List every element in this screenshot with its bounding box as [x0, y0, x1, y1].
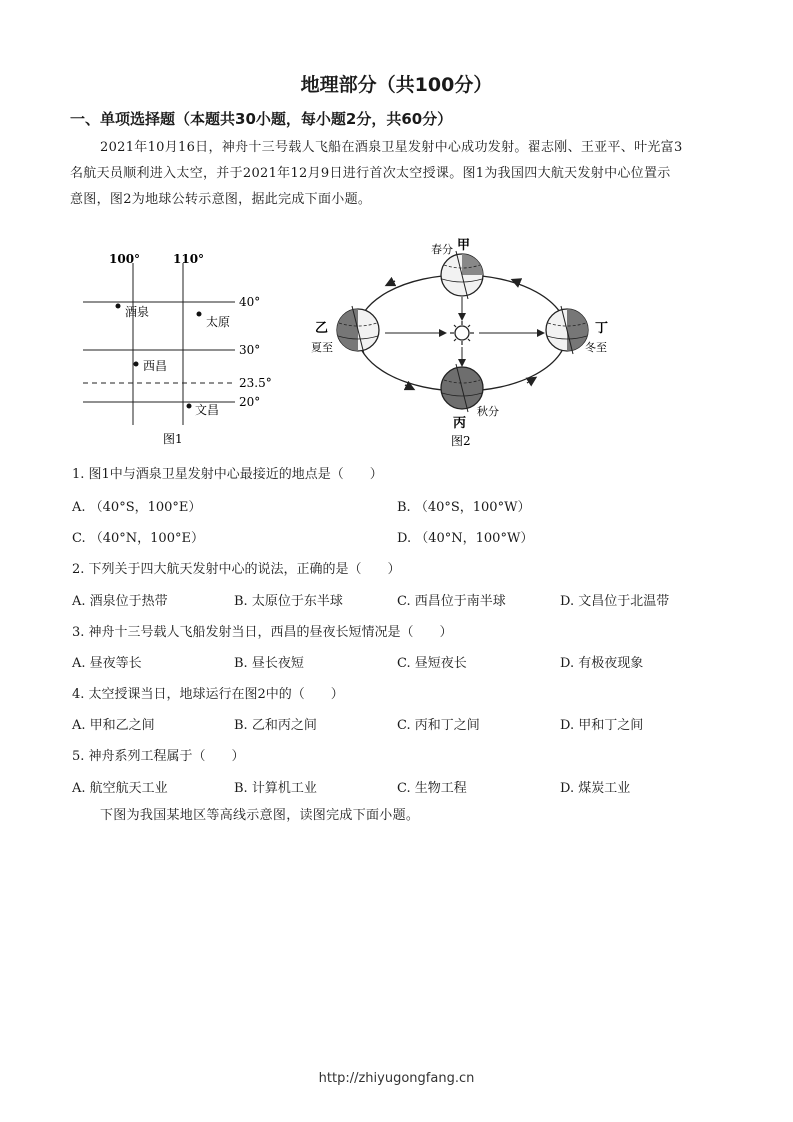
- q3-option-c[interactable]: C. 昼短夜长: [397, 656, 467, 671]
- q2-option-a[interactable]: A. 酒泉位于热带: [72, 594, 168, 609]
- jiuquan-dot: [116, 304, 121, 309]
- q4-option-c[interactable]: C. 丙和丁之间: [397, 718, 480, 733]
- taiyuan-dot: [197, 312, 202, 317]
- wenchang-dot: [187, 404, 192, 409]
- q4-option-d[interactable]: D. 甲和丁之间: [560, 718, 644, 733]
- q2-option-c[interactable]: C. 西昌位于南半球: [397, 594, 506, 609]
- q2-option-d[interactable]: D. 文昌位于北温带: [560, 594, 670, 609]
- question-1-stem: 1. 图1中与酒泉卫星发射中心最接近的地点是（ ）: [72, 467, 383, 482]
- lat-label-40: 40°: [239, 295, 261, 309]
- q1-option-d[interactable]: D. （40°N，100°W）: [397, 531, 534, 546]
- place-wenchang: 文昌: [195, 403, 220, 417]
- lat-label-30: 30°: [239, 343, 261, 357]
- lon-label-110: 110°: [173, 252, 205, 266]
- lat-label-23-5: 23.5°: [239, 376, 272, 390]
- label-bing: 丙: [453, 416, 467, 431]
- q2-option-b[interactable]: B. 太原位于东半球: [234, 594, 343, 609]
- lat-label-20: 20°: [239, 395, 261, 409]
- label-autumn: 秋分: [477, 405, 499, 418]
- q1-option-c[interactable]: C. （40°N，100°E）: [72, 531, 204, 546]
- orbit-arrow-2: [405, 385, 413, 389]
- xichang-dot: [134, 362, 139, 367]
- label-ding: 丁: [595, 321, 609, 336]
- place-jiuquan: 酒泉: [125, 305, 150, 319]
- label-spring: 春分: [431, 243, 453, 256]
- label-winter: 冬至: [585, 341, 607, 354]
- orbit-arrow-1: [387, 281, 395, 285]
- footer-url[interactable]: http://zhiyugongfang.cn: [318, 1071, 475, 1086]
- label-jia: 甲: [457, 238, 471, 253]
- place-taiyuan: 太原: [206, 315, 231, 329]
- page-title: 地理部分（共100分）: [300, 74, 493, 96]
- q3-option-b[interactable]: B. 昼长夜短: [234, 656, 304, 671]
- label-summer: 夏至: [311, 341, 333, 354]
- q3-option-d[interactable]: D. 有极夜现象: [560, 656, 644, 671]
- question-4-stem: 4. 太空授课当日，地球运行在图2中的（ ）: [72, 687, 344, 702]
- earth-jia-icon: [441, 251, 483, 299]
- next-section-intro: 下图为我国某地区等高线示意图，读图完成下面小题。: [100, 808, 420, 823]
- q4-option-b[interactable]: B. 乙和丙之间: [234, 718, 317, 733]
- figure-2-orbit: [305, 235, 620, 450]
- q1-option-a[interactable]: A. （40°S，100°E）: [72, 500, 202, 515]
- earth-yi-icon: [337, 306, 379, 354]
- q5-option-a[interactable]: A. 航空航天工业: [72, 781, 168, 796]
- sun-icon: [450, 321, 474, 345]
- q5-option-d[interactable]: D. 煤炭工业: [560, 781, 631, 796]
- figure-1-map: [75, 245, 290, 455]
- section-heading: 一、单项选择题（本题共30小题，每小题2分，共60分）: [70, 110, 453, 128]
- intro-line-3: 意图，图2为地球公转示意图，据此完成下面小题。: [70, 192, 372, 207]
- q4-option-a[interactable]: A. 甲和乙之间: [72, 718, 155, 733]
- intro-line-2: 名航天员顺利进入太空，并于2021年12月9日进行首次太空授课。图1为我国四大航天发射中心位置示: [70, 166, 671, 181]
- figure-2-caption: 图2: [451, 434, 471, 448]
- place-xichang: 西昌: [143, 359, 168, 373]
- q1-option-b[interactable]: B. （40°S，100°W）: [397, 500, 531, 515]
- intro-line-1: 2021年10月16日，神舟十三号载人飞船在酒泉卫星发射中心成功发射。翟志刚、王亚平、叶光富3: [100, 140, 683, 155]
- lon-label-100: 100°: [109, 252, 141, 266]
- label-yi: 乙: [315, 321, 329, 336]
- figure-1-caption: 图1: [163, 432, 183, 446]
- q5-option-c[interactable]: C. 生物工程: [397, 781, 467, 796]
- q3-option-a[interactable]: A. 昼夜等长: [72, 656, 142, 671]
- earth-ding-icon: [546, 306, 588, 354]
- question-3-stem: 3. 神舟十三号载人飞船发射当日，西昌的昼夜长短情况是（ ）: [72, 625, 453, 640]
- question-5-stem: 5. 神舟系列工程属于（ ）: [72, 749, 245, 764]
- question-2-stem: 2. 下列关于四大航天发射中心的说法，正确的是（ ）: [72, 562, 401, 577]
- q5-option-b[interactable]: B. 计算机工业: [234, 781, 317, 796]
